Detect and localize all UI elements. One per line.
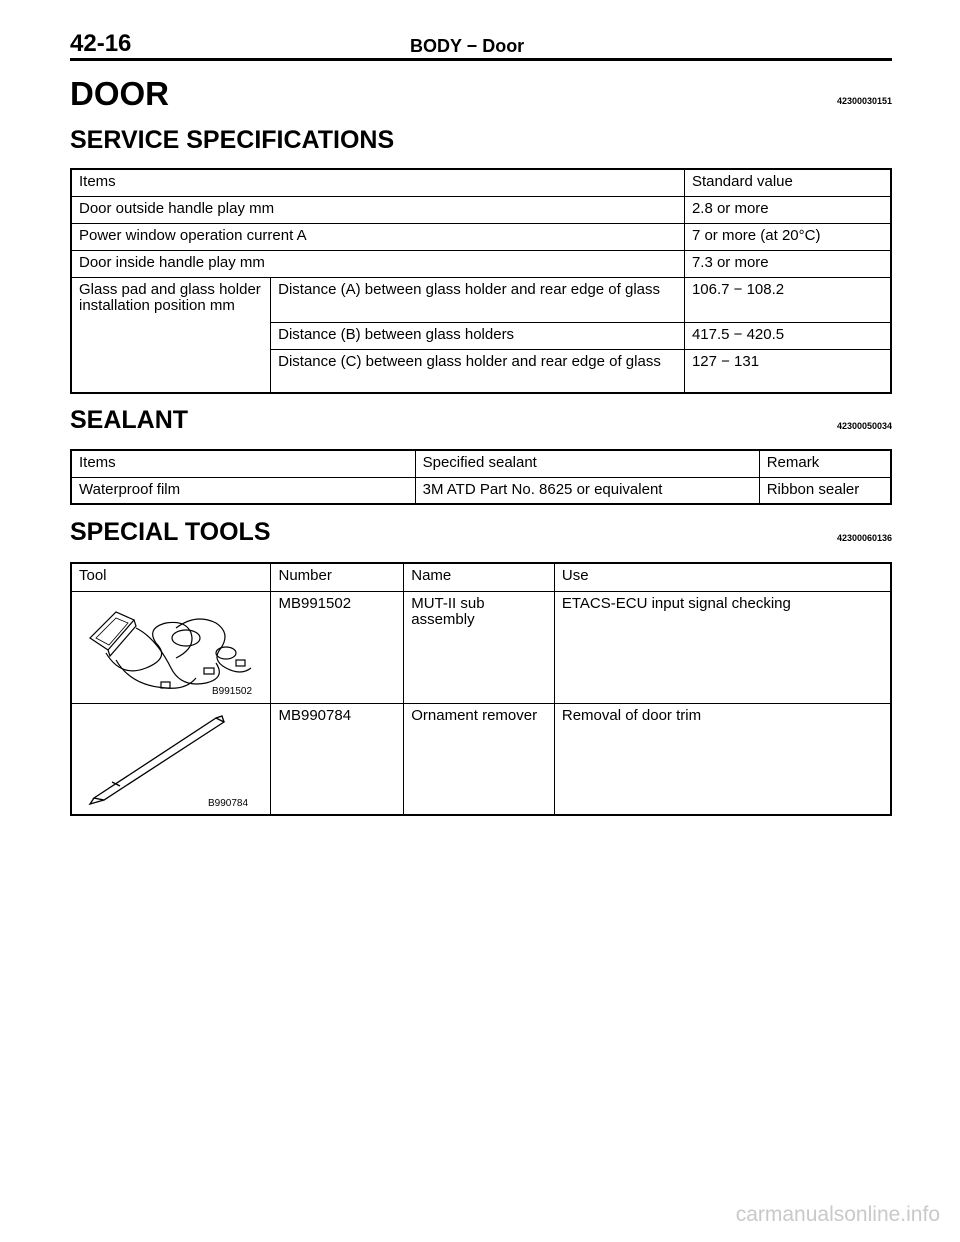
mut-ii-sub-assembly-illustration	[76, 598, 266, 698]
header-cell-number: Number	[271, 563, 404, 591]
spec-value: 2.8 or more	[684, 196, 891, 223]
spec-item: Distance (A) between glass holder and rear edge of glass	[271, 277, 685, 322]
spec-item: Door outside handle play mm	[71, 196, 684, 223]
table-row	[71, 277, 891, 322]
sealant-doc-id: 42300050034	[836, 421, 892, 431]
table-header-row	[71, 563, 891, 591]
header-cell-specified-sealant: Specified sealant	[415, 450, 759, 477]
special-tools-doc-id: 42300060136	[836, 533, 892, 543]
tool-number: MB990784	[271, 703, 404, 815]
sealant-item: Waterproof film	[71, 477, 415, 504]
special-tools-table	[70, 562, 892, 816]
header-cell-tool: Tool	[71, 563, 271, 591]
service-specs-title: SERVICE SPECIFICATIONS	[70, 126, 395, 154]
sealant-title: SEALANT	[70, 406, 189, 434]
page-number: 42-16	[70, 30, 132, 57]
header-cell-items: Items	[71, 450, 415, 477]
header-cell-use: Use	[554, 563, 891, 591]
page-header	[70, 30, 892, 60]
sealant-table	[70, 449, 892, 505]
tool-name: MUT-II sub assembly	[404, 591, 555, 703]
table-row	[71, 250, 891, 277]
table-row	[71, 703, 891, 815]
tool-image-cell	[71, 703, 271, 815]
spec-value: 127 − 131	[684, 349, 891, 393]
table-row	[71, 591, 891, 703]
spec-item: Power window operation current A	[71, 223, 684, 250]
tool-use: Removal of door trim	[554, 703, 891, 815]
table-row	[71, 223, 891, 250]
section-title-door: DOOR	[70, 75, 169, 112]
door-doc-id: 42300030151	[836, 96, 892, 106]
spec-item: Distance (B) between glass holders	[271, 322, 685, 349]
header-cell-standard-value: Standard value	[684, 169, 891, 196]
sealant-specified: 3M ATD Part No. 8625 or equivalent	[415, 477, 759, 504]
spec-value: 7.3 or more	[684, 250, 891, 277]
glass-group-label: Glass pad and glass holder installation position mm	[71, 277, 271, 393]
table-row	[71, 477, 891, 504]
header-cell-remark: Remark	[759, 450, 891, 477]
watermark: carmanualsonline.info	[735, 1203, 940, 1226]
service-specs-table	[70, 168, 892, 394]
sealant-remark: Ribbon sealer	[759, 477, 891, 504]
special-tools-title: SPECIAL TOOLS	[70, 518, 271, 546]
tool-image-label: B991502	[212, 685, 253, 697]
table-header-row	[71, 169, 891, 196]
ornament-remover-illustration	[76, 710, 266, 810]
tool-image-cell	[71, 591, 271, 703]
tool-name: Ornament remover	[404, 703, 555, 815]
spec-item: Distance (C) between glass holder and rear edge of glass	[271, 349, 685, 393]
header-cell-name: Name	[404, 563, 555, 591]
spec-value: 106.7 − 108.2	[684, 277, 891, 322]
header-rule	[70, 58, 892, 61]
spec-item: Door inside handle play mm	[71, 250, 684, 277]
table-row	[71, 196, 891, 223]
spec-value: 417.5 − 420.5	[684, 322, 891, 349]
spec-value: 7 or more (at 20°C)	[684, 223, 891, 250]
header-cell-items: Items	[71, 169, 684, 196]
table-header-row	[71, 450, 891, 477]
tool-use: ETACS-ECU input signal checking	[554, 591, 891, 703]
running-head: BODY − Door	[410, 36, 525, 56]
tool-image-label: B990784	[208, 797, 249, 809]
tool-number: MB991502	[271, 591, 404, 703]
